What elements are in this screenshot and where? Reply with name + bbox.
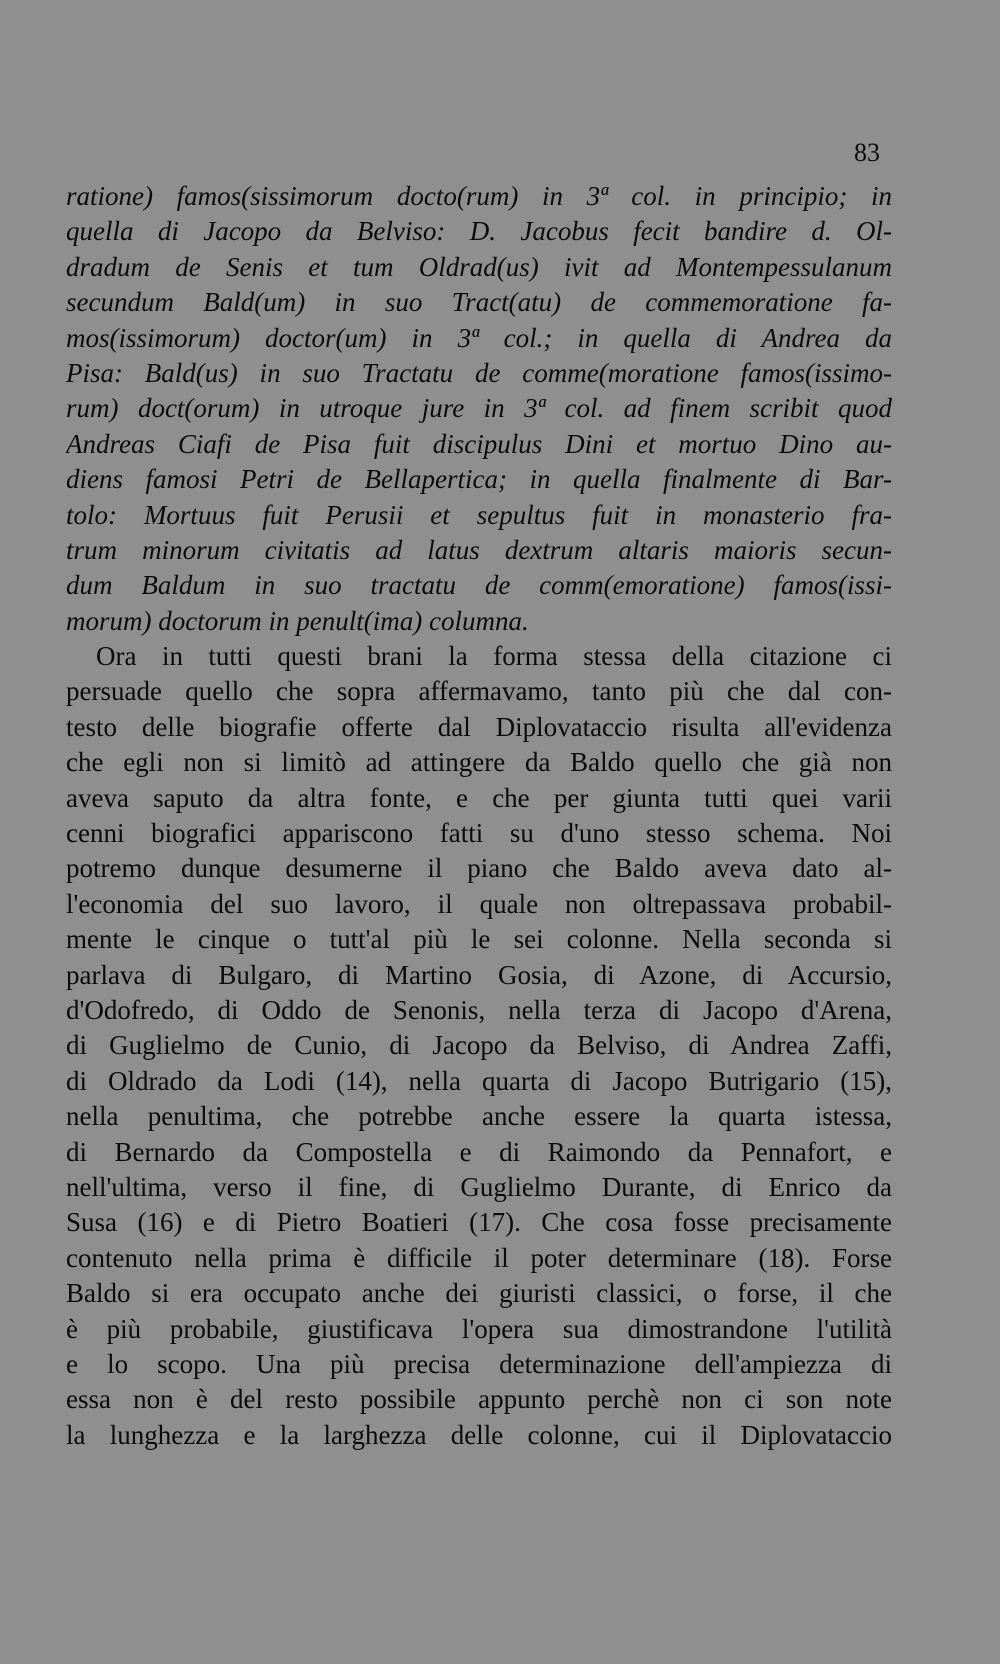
text-line: nell'ultima, verso il fine, di Guglielmo Durante, di Enrico da (66, 1171, 892, 1202)
text-line: cenni biografici appariscono fatti su d'uno stesso schema. Noi (66, 818, 892, 849)
text-line: d'Odofredo, di Oddo de Senonis, nella terza di Jacopo d'Arena, (66, 994, 892, 1025)
text-line: contenuto nella prima è difficile il poter determinare (18). Forse (66, 1242, 892, 1273)
text-line: Ora in tutti questi brani la forma stessa della citazione ci (96, 641, 892, 672)
text-line: di Oldrado da Lodi (14), nella quarta di Jacopo Butrigario (15), (66, 1065, 892, 1096)
text-line: testo delle biografie offerte dal Diplovataccio risulta all'evidenza (66, 711, 892, 742)
text-line: ratione) famos(sissimorum docto(rum) in 3ª col. in principio; in (66, 181, 892, 211)
text-line: secundum Bald(um) in suo Tract(atu) de commemoratione fa- (66, 287, 892, 318)
text-line: di Bernardo da Compostella e di Raimondo da Pennafort, e (66, 1136, 892, 1167)
text-line: di Guglielmo de Cunio, di Jacopo da Belviso, di Andrea Zaffi, (66, 1030, 892, 1061)
text-line: mos(issimorum) doctor(um) in 3ª col.; in quella di Andrea da (66, 322, 892, 353)
text-line: diens famosi Petri de Bellapertica; in quella finalmente di Bar- (66, 464, 892, 495)
text-line: Andreas Ciafi de Pisa fuit discipulus Dini et mortuo Dino au- (66, 428, 892, 459)
text-line: parlava di Bulgaro, di Martino Gosia, di Azone, di Accursio, (66, 959, 892, 990)
text-line: è più probabile, giustificava l'opera sua dimostrandone l'utilità (66, 1313, 892, 1344)
text-line: Pisa: Bald(us) in suo Tractatu de comme(moratione famos(issimo- (66, 357, 892, 388)
text-line: essa non è del resto possibile appunto perchè non ci son note (66, 1384, 892, 1415)
text-line: morum) doctorum in penult(ima) columna. (66, 605, 529, 636)
body-paragraph (66, 639, 892, 1453)
text-line: e lo scopo. Una più precisa determinazione dell'ampiezza di (66, 1348, 892, 1379)
text-line: l'economia del suo lavoro, il quale non oltrepassava probabil- (66, 888, 892, 919)
text-line: Susa (16) e di Pietro Boatieri (17). Che cosa fosse precisamente (66, 1207, 892, 1238)
quotation-block (66, 179, 892, 639)
text-line: persuade quello che sopra affermavamo, tanto più che dal con- (66, 676, 892, 707)
text-line: Baldo si era occupato anche dei giuristi classici, o forse, il che (66, 1278, 892, 1309)
text-line: che egli non si limitò ad attingere da Baldo quello che già non (66, 747, 892, 778)
text-line: rum) doct(orum) in utroque jure in 3ª col. ad finem scribit quod (66, 393, 892, 424)
text-line: nella penultima, che potrebbe anche essere la quarta istessa, (66, 1101, 892, 1132)
text-line: potremo dunque desumerne il piano che Baldo aveva dato al- (66, 853, 892, 884)
text-line: aveva saputo da altra fonte, e che per giunta tutti quei varii (66, 782, 892, 813)
page-number: 83 (854, 138, 880, 167)
page-text (66, 179, 892, 1453)
text-line: dradum de Senis et tum Oldrad(us) ivit ad Montempessulanum (66, 251, 892, 282)
text-line: la lunghezza e la larghezza delle colonne, cui il Diplovataccio (66, 1419, 892, 1450)
text-line: tolo: Mortuus fuit Perusii et sepultus fuit in monasterio fra- (66, 499, 892, 530)
text-line: dum Baldum in suo tractatu de comm(emoratione) famos(issi- (66, 570, 892, 601)
text-line: trum minorum civitatis ad latus dextrum altaris maioris secun- (66, 534, 892, 565)
text-line: mente le cinque o tutt'al più le sei colonne. Nella seconda si (66, 924, 892, 955)
text-line: quella di Jacopo da Belviso: D. Jacobus fecit bandire d. Ol- (66, 216, 892, 247)
